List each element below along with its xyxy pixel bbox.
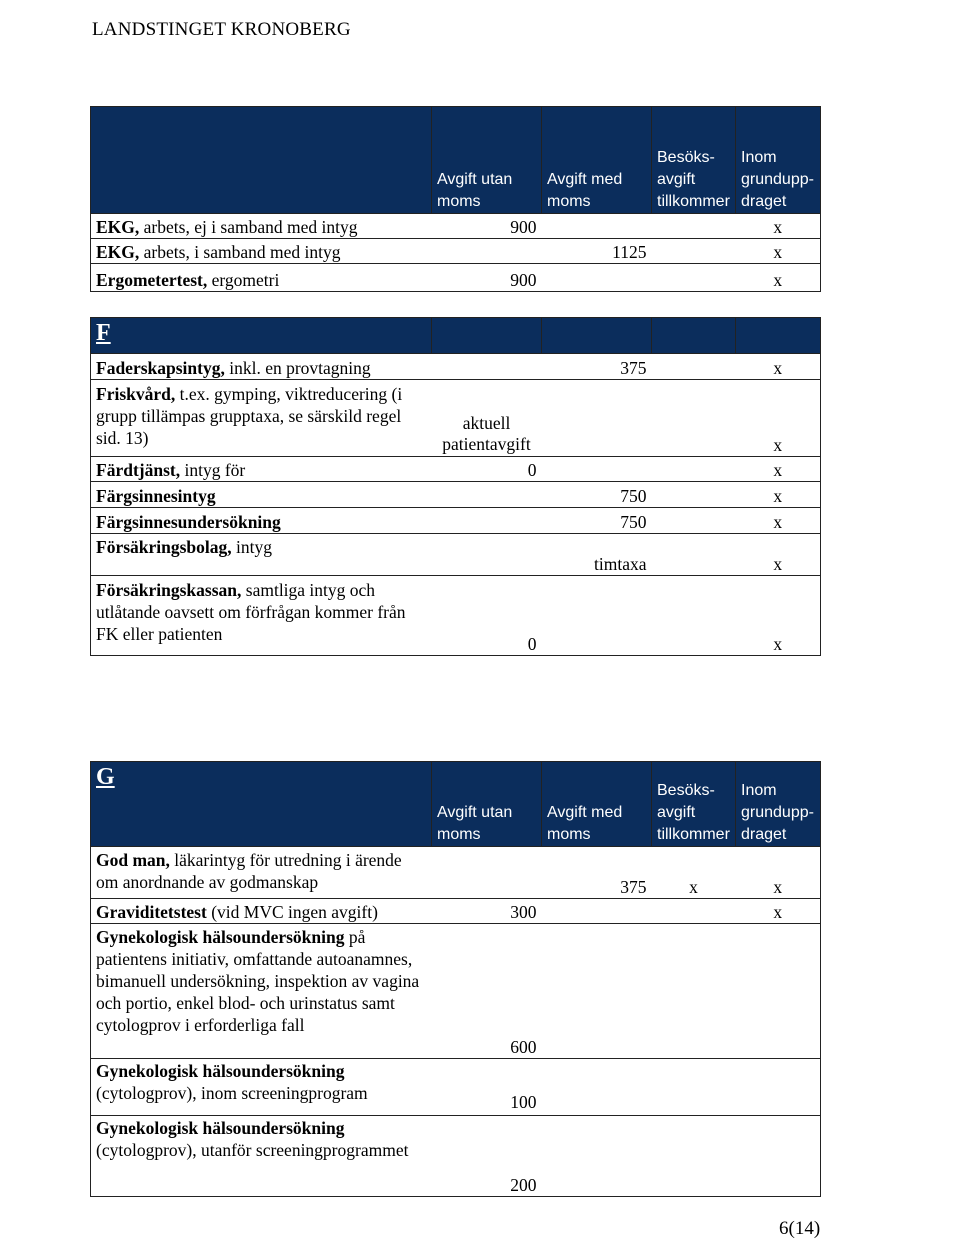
col-header-utan-moms: Avgift utan moms	[432, 107, 542, 214]
cell-utan-moms	[432, 508, 542, 534]
cell-utan-moms	[432, 482, 542, 508]
table-row	[91, 214, 821, 239]
header-blank	[91, 107, 432, 214]
cell-med-moms	[542, 214, 652, 239]
cell-utan-moms: aktuell patientavgift	[432, 380, 542, 457]
cell-besoksavgift	[652, 482, 736, 508]
row-description: Färgsinnesintyg	[91, 482, 432, 508]
row-description: EKG, arbets, ej i samband med intyg	[91, 214, 432, 239]
cell-inom: x	[736, 508, 821, 534]
cell-inom	[736, 1116, 821, 1197]
col-header-med-moms: Avgift med moms	[542, 107, 652, 214]
section-header-f	[91, 318, 821, 354]
cell-besoksavgift	[652, 457, 736, 482]
cell-med-moms	[542, 899, 652, 924]
cell-inom: x	[736, 899, 821, 924]
cell-utan-moms: 200	[432, 1116, 542, 1197]
cell-utan-moms	[432, 239, 542, 264]
row-description: Faderskapsintyg, inkl. en provtagning	[91, 354, 432, 380]
cell-besoksavgift	[652, 534, 736, 576]
cell-utan-moms: 0	[432, 457, 542, 482]
cell-inom: x	[736, 457, 821, 482]
cell-inom: x	[736, 264, 821, 292]
row-description: God man, läkarintyg för utredning i ärende om anordnande av godmanskap	[91, 847, 432, 899]
row-description: Gynekologisk hälsoundersökning (cytologprov), utanför screeningprogrammet	[91, 1116, 432, 1197]
table-row	[91, 899, 821, 924]
cell-med-moms: timtaxa	[542, 534, 652, 576]
cell-besoksavgift	[652, 214, 736, 239]
header-blank	[432, 318, 542, 354]
cell-inom: x	[736, 847, 821, 899]
row-description: Försäkringskassan, samtliga intyg och utlåtande oavsett om förfrågan kommer från FK eller patienten	[91, 576, 432, 656]
row-description: Färdtjänst, intyg för	[91, 457, 432, 482]
cell-besoksavgift	[652, 576, 736, 656]
cell-utan-moms: 100	[432, 1059, 542, 1116]
cell-med-moms	[542, 1116, 652, 1197]
table-row	[91, 1116, 821, 1197]
table-row	[91, 482, 821, 508]
cell-utan-moms	[432, 534, 542, 576]
table-row	[91, 508, 821, 534]
cell-med-moms: 375	[542, 847, 652, 899]
cell-besoksavgift	[652, 264, 736, 292]
cell-utan-moms	[432, 847, 542, 899]
col-header-inom-grunduppdraget: Inom grundupp-draget	[736, 107, 821, 214]
row-description: Friskvård, t.ex. gymping, viktreducering (i grupp tillämpas grupptaxa, se särskild regel sid. 13)	[91, 380, 432, 457]
cell-inom: x	[736, 482, 821, 508]
table-row	[91, 380, 821, 457]
page-header: LANDSTINGET KRONOBERG	[92, 19, 351, 40]
header-blank	[652, 318, 736, 354]
col-header-besoksavgift: Besöks-avgift tillkommer	[652, 107, 736, 214]
fee-table-e	[90, 106, 821, 292]
table-row	[91, 924, 821, 1059]
cell-med-moms	[542, 576, 652, 656]
cell-med-moms: 750	[542, 508, 652, 534]
cell-med-moms	[542, 457, 652, 482]
cell-med-moms: 1125	[542, 239, 652, 264]
cell-besoksavgift	[652, 508, 736, 534]
cell-besoksavgift	[652, 380, 736, 457]
cell-utan-moms: 900	[432, 264, 542, 292]
col-header-utan-moms: Avgift utan moms	[432, 762, 542, 847]
cell-inom: x	[736, 214, 821, 239]
fee-table-g	[90, 761, 821, 1197]
cell-inom: x	[736, 239, 821, 264]
cell-inom: x	[736, 534, 821, 576]
col-header-inom-grunduppdraget: Inom grundupp-draget	[736, 762, 821, 847]
cell-med-moms: 375	[542, 354, 652, 380]
cell-inom: x	[736, 576, 821, 656]
section-header-g	[91, 762, 821, 847]
cell-med-moms	[542, 924, 652, 1059]
cell-besoksavgift	[652, 924, 736, 1059]
section-letter-g: G	[91, 762, 432, 847]
cell-inom: x	[736, 354, 821, 380]
row-description: Gynekologisk hälsoundersökning på patientens initiativ, omfattande autoanamnes, bimanuell undersökning, inspektion av vagina och portio, enkel blod- och urinstatus samt cytologprov i erforderliga fall	[91, 924, 432, 1059]
cell-besoksavgift	[652, 1059, 736, 1116]
fee-table-f	[90, 317, 821, 656]
header-blank	[736, 318, 821, 354]
table-row	[91, 457, 821, 482]
cell-besoksavgift	[652, 354, 736, 380]
row-description: Försäkringsbolag, intyg	[91, 534, 432, 576]
table-row	[91, 847, 821, 899]
row-description: EKG, arbets, i samband med intyg	[91, 239, 432, 264]
cell-utan-moms: 0	[432, 576, 542, 656]
table-row	[91, 576, 821, 656]
cell-besoksavgift	[652, 899, 736, 924]
table-row	[91, 354, 821, 380]
page-number: 6(14)	[779, 1218, 821, 1239]
row-description: Graviditetstest (vid MVC ingen avgift)	[91, 899, 432, 924]
row-description: Ergometertest, ergometri	[91, 264, 432, 292]
cell-med-moms	[542, 380, 652, 457]
cell-besoksavgift	[652, 239, 736, 264]
cell-besoksavgift	[652, 1116, 736, 1197]
cell-inom: x	[736, 380, 821, 457]
col-header-med-moms: Avgift med moms	[542, 762, 652, 847]
cell-utan-moms: 300	[432, 899, 542, 924]
cell-inom	[736, 924, 821, 1059]
col-header-besoksavgift: Besöks-avgift tillkommer	[652, 762, 736, 847]
cell-besoksavgift: x	[652, 847, 736, 899]
cell-utan-moms	[432, 354, 542, 380]
cell-utan-moms: 600	[432, 924, 542, 1059]
table-row	[91, 534, 821, 576]
cell-inom	[736, 1059, 821, 1116]
cell-utan-moms: 900	[432, 214, 542, 239]
cell-med-moms	[542, 264, 652, 292]
section-letter-f: F	[91, 318, 432, 354]
table-row	[91, 239, 821, 264]
table-header	[91, 107, 821, 214]
table-row	[91, 1059, 821, 1116]
cell-med-moms: 750	[542, 482, 652, 508]
row-description: Gynekologisk hälsoundersökning (cytologprov), inom screeningprogram	[91, 1059, 432, 1116]
header-blank	[542, 318, 652, 354]
row-description: Färgsinnesundersökning	[91, 508, 432, 534]
table-row	[91, 264, 821, 292]
cell-med-moms	[542, 1059, 652, 1116]
